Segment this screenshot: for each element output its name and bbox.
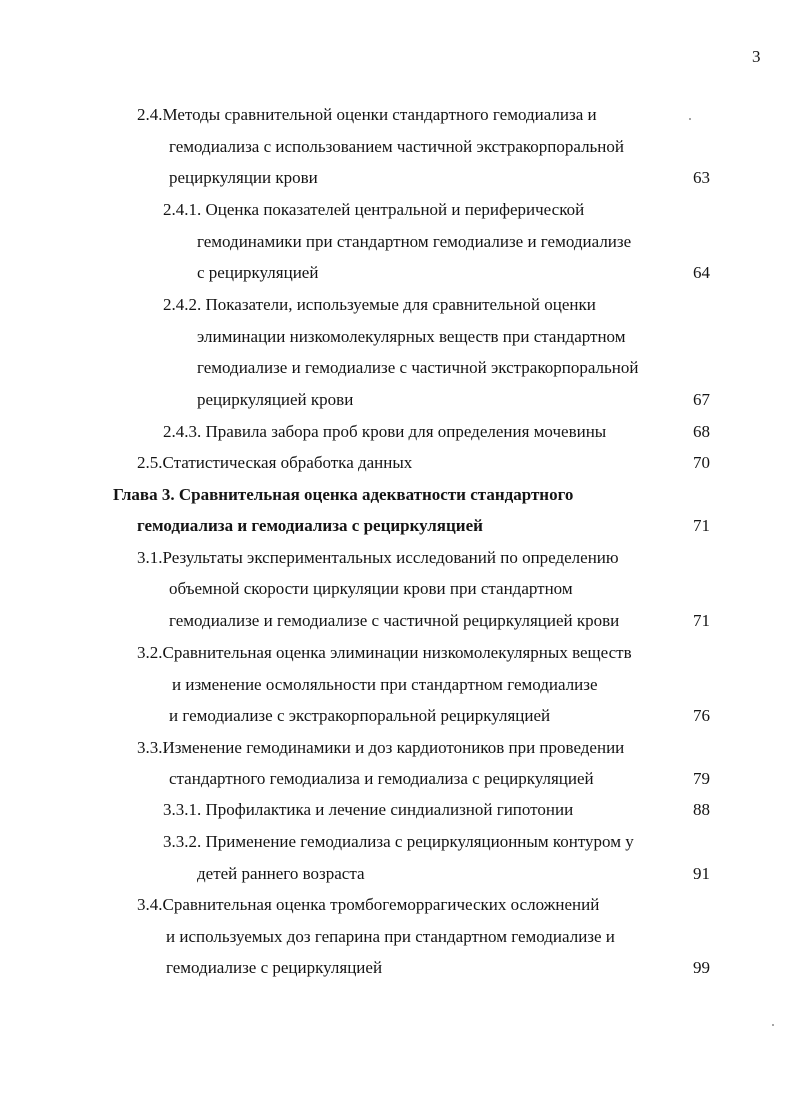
toc-page-number: 71 bbox=[693, 611, 710, 630]
chapter-heading: Глава 3. Сравнительная оценка адекватности стандартного bbox=[113, 485, 574, 504]
toc-page-number: 71 bbox=[693, 516, 710, 535]
toc-page-number: 70 bbox=[693, 453, 710, 472]
toc-line: гемодиализе и гемодиализе с частичной экстракорпоральной bbox=[197, 358, 639, 377]
toc-line: гемодиализе с рециркуляцией bbox=[166, 958, 383, 977]
toc-line: 3.4.Сравнительная оценка тромбогеморрагических осложнений bbox=[137, 895, 600, 914]
toc-line: 3.3.Изменение гемодинамики и доз кардиотоников при проведении bbox=[137, 738, 625, 757]
toc-line: и используемых доз гепарина при стандартном гемодиализе и bbox=[166, 927, 615, 946]
chapter-heading: гемодиализа и гемодиализа с рециркуляцией bbox=[137, 516, 483, 535]
toc-page-number: 63 bbox=[693, 168, 710, 187]
scan-speck bbox=[689, 118, 691, 120]
page-number: 3 bbox=[752, 47, 761, 66]
toc-page-number: 68 bbox=[693, 422, 710, 441]
toc-line: детей раннего возраста bbox=[197, 864, 365, 883]
toc-line: 3.1.Результаты экспериментальных исследований по определению bbox=[137, 548, 619, 567]
toc-line: 2.4.1. Оценка показателей центральной и периферической bbox=[163, 200, 585, 219]
toc-page-number: 64 bbox=[693, 263, 710, 282]
toc-line: и гемодиализе с экстракорпоральной рециркуляцией bbox=[169, 706, 551, 725]
toc-page-number: 91 bbox=[693, 864, 710, 883]
toc-line: гемодиализе и гемодиализе с частичной рециркуляцией крови bbox=[169, 611, 620, 630]
toc-page-number: 99 bbox=[693, 958, 710, 977]
toc-line: с рециркуляцией bbox=[197, 263, 319, 282]
toc-line: 3.2.Сравнительная оценка элиминации низкомолекулярных веществ bbox=[137, 643, 632, 662]
toc-line: и изменение осмоляльности при стандартном гемодиализе bbox=[172, 675, 598, 694]
toc-page-number: 76 bbox=[693, 706, 710, 725]
toc-line: стандартного гемодиализа и гемодиализа с рециркуляцией bbox=[169, 769, 594, 788]
toc-line: объемной скорости циркуляции крови при стандартном bbox=[169, 579, 573, 598]
toc-line: элиминации низкомолекулярных веществ при стандартном bbox=[197, 327, 626, 346]
toc-line: гемодиализа с использованием частичной экстракорпоральной bbox=[169, 137, 624, 156]
toc-line: 3.3.1. Профилактика и лечение синдиализной гипотонии bbox=[163, 800, 574, 819]
toc-page-number: 67 bbox=[693, 390, 710, 409]
toc-line: 2.4.Методы сравнительной оценки стандартного гемодиализа и bbox=[137, 105, 597, 124]
toc-line: рециркуляцией крови bbox=[197, 390, 354, 409]
toc-line: рециркуляции крови bbox=[169, 168, 318, 187]
toc-line: 3.3.2. Применение гемодиализа с рециркуляционным контуром у bbox=[163, 832, 634, 851]
scan-speck bbox=[772, 1024, 774, 1026]
toc-line: 2.5.Статистическая обработка данных bbox=[137, 453, 413, 472]
toc-page-number: 88 bbox=[693, 800, 710, 819]
toc-line: гемодинамики при стандартном гемодиализе и гемодиализе bbox=[197, 232, 632, 251]
toc-line: 2.4.2. Показатели, используемые для сравнительной оценки bbox=[163, 295, 596, 314]
toc-line: 2.4.3. Правила забора проб крови для определения мочевины bbox=[163, 422, 607, 441]
toc-page-number: 79 bbox=[693, 769, 710, 788]
